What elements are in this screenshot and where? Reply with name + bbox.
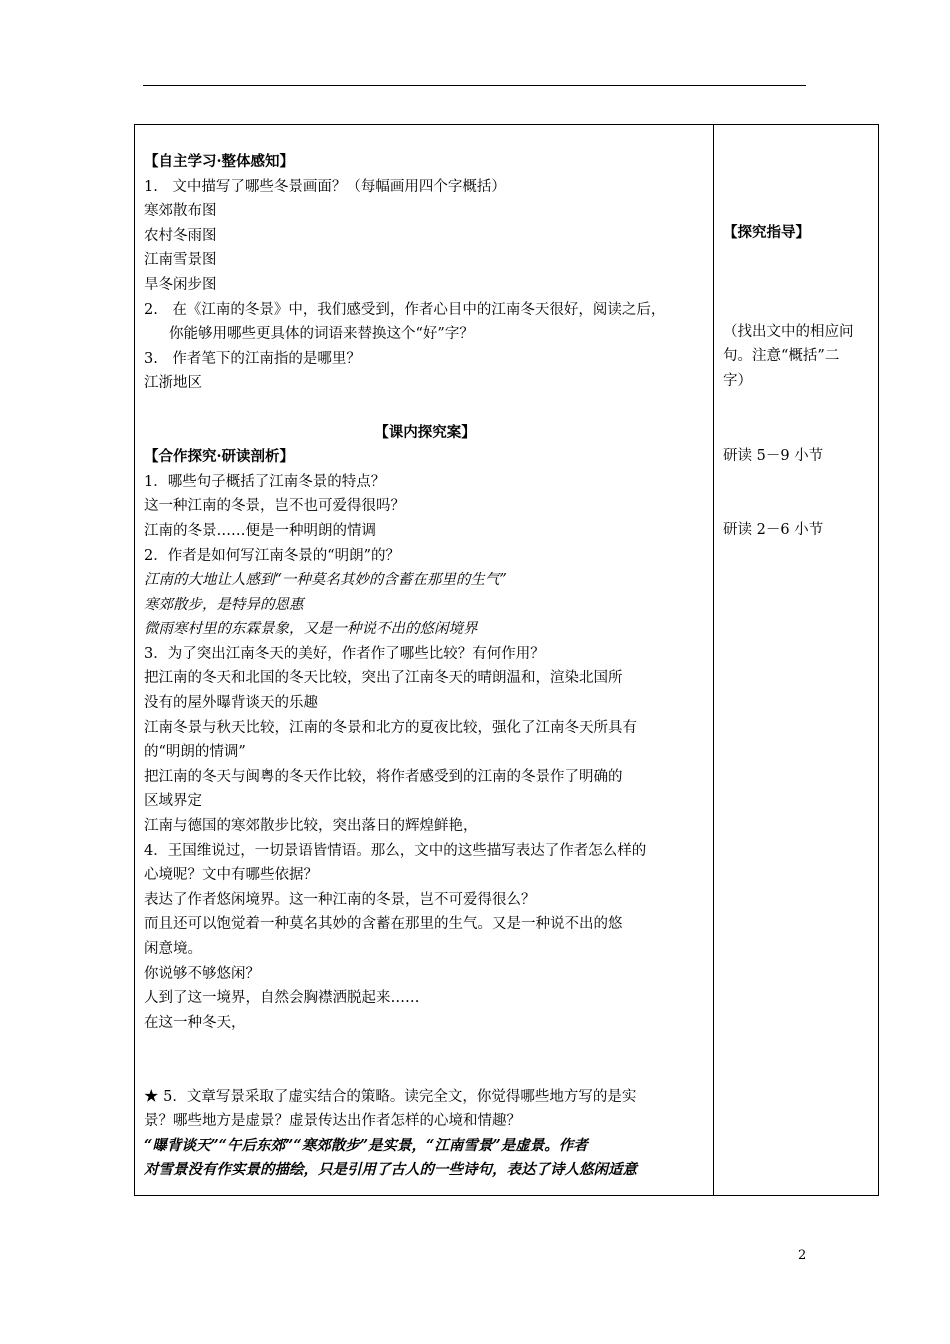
text-line: 闲意境。 xyxy=(144,941,202,957)
text-line xyxy=(144,1060,706,1085)
text-line xyxy=(144,396,706,421)
text-line: 3．为了突出江南冬天的美好，作者作了哪些比较？有何作用？ xyxy=(144,645,545,662)
text-line: 表达了作者悠闲境界。这一种江南的冬景，岂不可爱得很么？ xyxy=(144,891,536,908)
text-line: 江南的冬景……便是一种明朗的情调 xyxy=(144,522,376,539)
text-line: 人到了这一境界，自然会胸襟洒脱起来…… xyxy=(144,990,420,1007)
guide-note-line: 字） xyxy=(723,373,752,389)
text-line: 区域界定 xyxy=(144,793,202,810)
text-line: 你能够用哪些更具体的词语来替换这个“好”字？ xyxy=(169,326,474,343)
text-line: 景？哪些地方是虚景？虚景传达出作者怎样的心境和情趣？ xyxy=(144,1113,521,1130)
guide-heading: 【探究指导】 xyxy=(723,224,810,241)
text-line: 的“明朗的情调” xyxy=(144,744,246,761)
main-column xyxy=(144,150,706,1183)
text-line: 江南冬景与秋天比较，江南的冬景和北方的夏夜比较，强化了江南冬天所具有 xyxy=(144,719,637,736)
text-line: 1. 文中描写了哪些冬景画面？（每幅画用四个字概括） xyxy=(144,178,506,195)
text-line: 【自主学习·整体感知】 xyxy=(144,153,295,170)
text-line: 对雪景没有作实景的描绘，只是引用了古人的一些诗句，表达了诗人悠闲适意 xyxy=(144,1161,637,1179)
worksheet-table xyxy=(134,124,879,1196)
text-line: 把江南的冬天与闽粤的冬天作比较，将作者感受到的江南的冬景作了明确的 xyxy=(144,768,623,785)
text-line: 2. 在《江南的冬景》中，我们感受到，作者心目中的江南冬天很好，阅读之后， xyxy=(144,301,666,318)
text-line: 江南与德国的寒郊散步比较，突出落日的辉煌鲜艳， xyxy=(144,818,478,835)
text-line: 心境呢？文中有哪些依据？ xyxy=(144,867,318,884)
guide-note-line: （找出文中的相应问 xyxy=(723,324,854,340)
text-line: 旱冬闲步图 xyxy=(144,276,217,293)
text-line: 【合作探究·研读剖析】 xyxy=(144,448,295,466)
text-line: 寒郊散步，是特异的恩惠 xyxy=(144,596,304,613)
text-line: ★ 5．文章写景采取了虚实结合的策略。读完全文，你觉得哪些地方写的是实 xyxy=(144,1088,637,1105)
text-line: 4．王国维说过，一切景语皆情语。那么，文中的这些描写表达了作者怎么样的 xyxy=(144,842,647,859)
text-line: 农村冬雨图 xyxy=(144,227,217,244)
text-line: 把江南的冬天和北国的冬天比较，突出了江南冬天的晴朗温和，渲染北国所 xyxy=(144,670,623,687)
text-line: 这一种江南的冬景，岂不也可爱得很吗？ xyxy=(144,498,405,515)
guide-note-line: 句。注意“概括”二 xyxy=(723,348,840,364)
page-number: 2 xyxy=(798,1248,807,1263)
text-line: 1．哪些句子概括了江南冬景的特点？ xyxy=(144,473,386,490)
column-divider xyxy=(713,125,714,1195)
text-line: 江南雪景图 xyxy=(144,252,217,269)
text-line: 【课内探究案】 xyxy=(374,423,476,441)
header-rule xyxy=(143,85,806,86)
text-line xyxy=(144,1035,706,1060)
text-line: “曝背谈天”“午后东郊”“寒郊散步”是实景，“江南雪景”是虚景。作者 xyxy=(144,1136,588,1154)
text-line: 微雨寒村里的东霖景象，又是一种说不出的悠闲境界 xyxy=(144,621,478,638)
text-line: 3. 作者笔下的江南指的是哪里？ xyxy=(144,350,361,367)
text-line: 江浙地区 xyxy=(144,375,202,392)
text-line: 在这一种冬天， xyxy=(144,1014,246,1031)
text-line: 2．作者是如何写江南冬景的“明朗”的？ xyxy=(144,547,401,564)
text-line: 寒郊散布图 xyxy=(144,203,217,220)
text-line: 江南的大地让人感到“一种莫名其妙的含蓄在那里的生气” xyxy=(144,572,507,589)
text-line: 没有的屋外曝背谈天的乐趣 xyxy=(144,695,318,712)
text-line: 你说够不够悠闲？ xyxy=(144,965,260,982)
guide-study-sections: 研读 2－6 小节 xyxy=(723,522,824,538)
guide-study-sections: 研读 5－9 小节 xyxy=(723,448,824,464)
text-line: 而且还可以饱觉着一种莫名其妙的含蓄在那里的生气。又是一种说不出的悠 xyxy=(144,916,623,933)
